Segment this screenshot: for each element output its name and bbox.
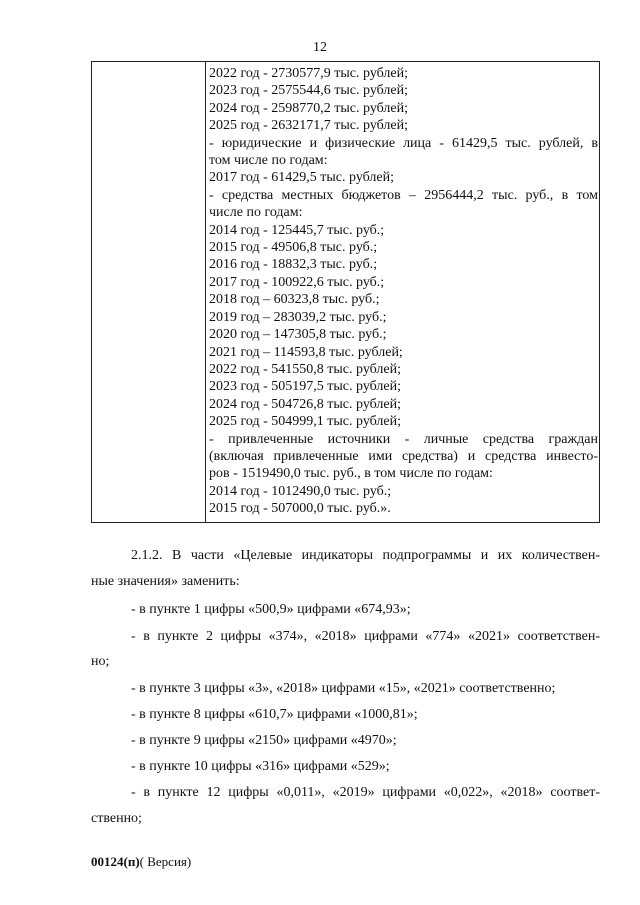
table-line: 2023 год - 505197,5 тыс. рублей; <box>209 379 402 395</box>
table-line: 2017 год - 100922,6 тыс. руб.; <box>209 274 385 290</box>
list-item: - в пункте 1 цифры «500,9» цифрами «674,93»; <box>131 602 411 617</box>
table-line: 2022 год - 541550,8 тыс. рублей; <box>209 361 402 377</box>
list-item-continuation: ственно; <box>91 811 142 826</box>
document-footer <box>91 854 191 870</box>
table-column-divider <box>205 62 206 522</box>
list-item: - в пункте 2 цифры «374», «2018» цифрами «774» «2021» соответствен- <box>131 629 600 644</box>
table-line: том числе по годам: <box>209 153 328 169</box>
list-item: - в пункте 3 цифры «3», «2018» цифрами «15», «2021» соответственно; <box>131 681 556 696</box>
table-line: ров - 1519490,0 тыс. руб., в том числе по годам: <box>209 466 493 482</box>
list-item: - в пункте 8 цифры «610,7» цифрами «1000,81»; <box>131 707 418 722</box>
table-line: 2014 год - 1012490,0 тыс. руб.; <box>209 483 392 499</box>
page-number: 12 <box>313 40 327 55</box>
table-line: 2025 год - 2632171,7 тыс. рублей; <box>209 118 409 134</box>
table-line: 2019 год – 283039,2 тыс. руб.; <box>209 309 387 325</box>
table-line: числе по годам: <box>209 205 303 221</box>
table-line: 2017 год - 61429,5 тыс. рублей; <box>209 170 395 186</box>
table-line: 2020 год – 147305,8 тыс. руб.; <box>209 327 387 343</box>
table-line: 2023 год - 2575544,6 тыс. рублей; <box>209 83 409 99</box>
table-line: 2016 год - 18832,3 тыс. руб.; <box>209 257 378 273</box>
funding-table <box>91 61 600 523</box>
table-line: 2018 год – 60323,8 тыс. руб.; <box>209 292 380 308</box>
footer-code: 00124(п) <box>91 854 140 869</box>
table-line: 2014 год - 125445,7 тыс. руб.; <box>209 222 385 238</box>
table-line: 2015 год - 49506,8 тыс. руб.; <box>209 240 378 256</box>
list-item-continuation: но; <box>91 654 110 669</box>
table-line: - привлеченные источники - личные средства граждан <box>209 431 598 447</box>
table-line: 2021 год – 114593,8 тыс. рублей; <box>209 344 403 360</box>
table-line: 2022 год - 2730577,9 тыс. рублей; <box>209 66 409 81</box>
table-line: (включая привлеченные ими средства) и средства инвесто- <box>209 448 598 464</box>
list-item: - в пункте 9 цифры «2150» цифрами «4970»; <box>131 733 397 748</box>
table-line: 2025 год - 504999,1 тыс. рублей; <box>209 414 402 430</box>
list-item: - в пункте 12 цифры «0,011», «2019» цифрами «0,022», «2018» соответ- <box>131 785 600 800</box>
paragraph-heading-line: 2.1.2. В части «Целевые индикаторы подпрограммы и их количествен- <box>131 548 600 563</box>
table-line: - средства местных бюджетов – 2956444,2 тыс. руб., в том <box>209 187 598 203</box>
table-line: 2015 год - 507000,0 тыс. руб.». <box>209 501 391 517</box>
footer-version: ( Версия) <box>139 854 192 869</box>
table-right-cell <box>209 65 598 518</box>
table-line: 2024 год - 2598770,2 тыс. рублей; <box>209 100 409 116</box>
table-line: - юридические и физические лица - 61429,5 тыс. рублей, в <box>209 135 598 151</box>
table-line: 2024 год - 504726,8 тыс. рублей; <box>209 396 402 412</box>
list-item: - в пункте 10 цифры «316» цифрами «529»; <box>131 759 390 774</box>
paragraph-heading-line: ные значения» заменить: <box>91 574 240 589</box>
